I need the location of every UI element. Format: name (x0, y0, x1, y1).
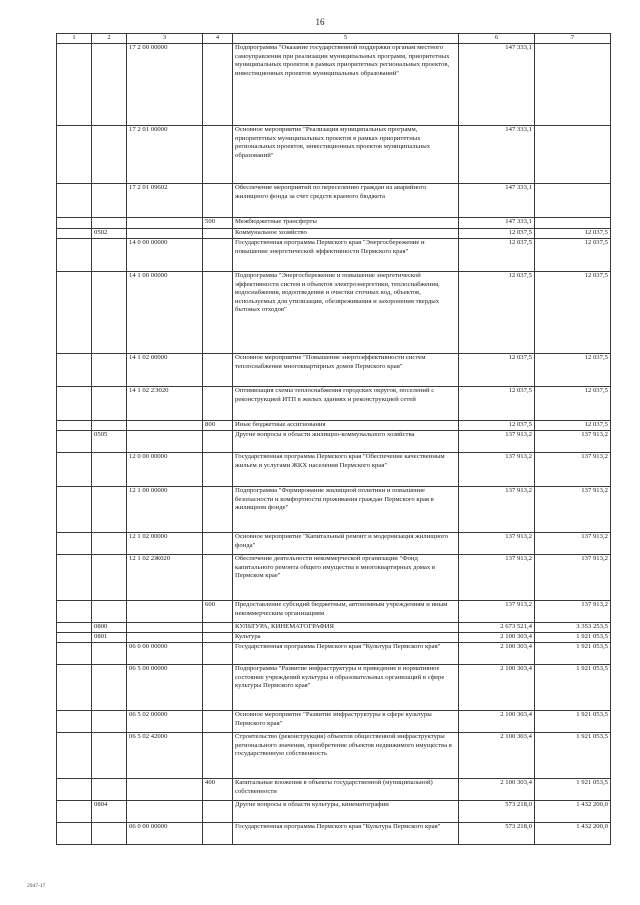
cell-description: Культура (233, 633, 459, 643)
cell-description: Государственная программа Пермского края "Обеспечение качественным жильем и услугами ЖКХ населения Пермского края" (233, 453, 459, 487)
cell-description: Иные бюджетные ассигнования (233, 421, 459, 431)
cell-target-code: 12 1 02 2Ж020 (127, 555, 203, 601)
cell-target-code: 06 5 02 00000 (127, 711, 203, 733)
budget-sheet (56, 33, 610, 845)
cell-amount-year2 (535, 218, 611, 229)
cell-description: Другие вопросы в области жилищно-коммунального хозяйства (233, 431, 459, 453)
cell-amount-year1: 12 037,5 (459, 272, 535, 354)
cell-amount-year1: 137 913,2 (459, 555, 535, 601)
cell-target-code (127, 421, 203, 431)
cell-target-code: 14 1 00 00000 (127, 272, 203, 354)
cell-target-code: 06 5 02 42000 (127, 733, 203, 779)
cell-row-number (57, 229, 92, 239)
cell-section-code (92, 272, 127, 354)
cell-section-code: 0800 (92, 623, 127, 633)
cell-amount-year2: 1 921 053,5 (535, 633, 611, 643)
cell-description: Основное мероприятие "Повышение энергоэффективности систем теплоснабжения многоквартирных домов Пермского края" (233, 354, 459, 387)
cell-target-code: 14 1 02 2Э020 (127, 387, 203, 421)
cell-row-number (57, 218, 92, 229)
cell-target-code (127, 779, 203, 801)
cell-amount-year2: 1 432 200,0 (535, 823, 611, 845)
cell-amount-year2: 1 432 200,0 (535, 801, 611, 823)
table-row (57, 431, 611, 453)
cell-amount-year2: 1 921 053,5 (535, 779, 611, 801)
cell-target-code: 12 0 00 00000 (127, 453, 203, 487)
cell-amount-year2: 137 913,2 (535, 487, 611, 533)
cell-target-code: 12 1 00 00000 (127, 487, 203, 533)
cell-amount-year1: 2 100 303,4 (459, 633, 535, 643)
cell-expense-type: 400 (203, 779, 233, 801)
table-row (57, 643, 611, 665)
cell-description: Государственная программа Пермского края "Культура Пермского края" (233, 643, 459, 665)
cell-description: Подпрограмма "Развитие инфраструктуры и приведение в нормативное состояние учреждений культуры и образовательных организаций в сфере культуры Пермского края" (233, 665, 459, 711)
cell-expense-type (203, 665, 233, 711)
cell-section-code (92, 533, 127, 555)
cell-description: Подпрограмма "Энергосбережение и повышение энергетической эффективности систем и объектов электроэнергетики, теплоснабжения, водоснабжения, водоотведения и очистки сточных вод, объектов, используемых для утилизации, обезвреживания и захоронения твердых бытовых отходов" (233, 272, 459, 354)
table-row (57, 801, 611, 823)
cell-section-code (92, 779, 127, 801)
column-number-header (57, 34, 611, 44)
cell-section-code (92, 643, 127, 665)
table-row (57, 665, 611, 711)
cell-amount-year1: 2 100 303,4 (459, 733, 535, 779)
cell-amount-year2: 1 921 053,5 (535, 733, 611, 779)
cell-target-code (127, 229, 203, 239)
cell-expense-type (203, 184, 233, 218)
budget-table (56, 33, 611, 845)
table-row (57, 272, 611, 354)
cell-section-code: 0502 (92, 229, 127, 239)
cell-amount-year1: 573 218,0 (459, 801, 535, 823)
cell-expense-type: 800 (203, 421, 233, 431)
cell-row-number (57, 643, 92, 665)
cell-description: Обеспечение мероприятий по переселению граждан из аварийного жилищного фонда за счет средств краевого бюджета (233, 184, 459, 218)
cell-amount-year1: 147 333,1 (459, 184, 535, 218)
column-header: 5 (233, 34, 459, 44)
cell-amount-year2 (535, 184, 611, 218)
cell-description: КУЛЬТУРА, КИНЕМАТОГРАФИЯ (233, 623, 459, 633)
page-number: 16 (315, 17, 325, 27)
cell-amount-year2: 137 913,2 (535, 555, 611, 601)
cell-amount-year1: 2 100 303,4 (459, 665, 535, 711)
cell-expense-type (203, 623, 233, 633)
cell-row-number (57, 601, 92, 623)
table-row (57, 126, 611, 184)
table-row (57, 601, 611, 623)
cell-section-code (92, 555, 127, 601)
cell-target-code (127, 431, 203, 453)
cell-amount-year1: 137 913,2 (459, 487, 535, 533)
cell-amount-year2: 137 913,2 (535, 601, 611, 623)
cell-section-code: 0505 (92, 431, 127, 453)
cell-expense-type (203, 823, 233, 845)
cell-target-code (127, 601, 203, 623)
cell-target-code: 14 1 02 00000 (127, 354, 203, 387)
cell-amount-year1: 137 913,2 (459, 533, 535, 555)
cell-expense-type (203, 431, 233, 453)
cell-expense-type: 500 (203, 218, 233, 229)
cell-expense-type (203, 633, 233, 643)
cell-target-code: 12 1 02 00000 (127, 533, 203, 555)
table-row (57, 184, 611, 218)
cell-target-code: 17 2 00 00000 (127, 44, 203, 126)
cell-amount-year1: 137 913,2 (459, 453, 535, 487)
cell-description: Предоставление субсидий бюджетным, автономным учреждениям и иным некоммерческим организациям (233, 601, 459, 623)
cell-section-code (92, 184, 127, 218)
cell-row-number (57, 387, 92, 421)
cell-section-code (92, 387, 127, 421)
cell-row-number (57, 431, 92, 453)
cell-description: Подпрограмма "Оказание государственной поддержки органам местного самоуправления при реализации муниципальных программ, приоритетных муниципальных проектов в рамках приоритетных региональных проектов, инвестиционных проектов муниципальных образований" (233, 44, 459, 126)
cell-expense-type (203, 272, 233, 354)
table-row (57, 354, 611, 387)
cell-row-number (57, 239, 92, 272)
cell-description: Подпрограмма "Формирование жилищной политики и повышение безопасности и комфортности проживания граждан Пермского края в жилищном фонде" (233, 487, 459, 533)
cell-section-code (92, 126, 127, 184)
cell-amount-year2: 1 921 053,5 (535, 665, 611, 711)
cell-amount-year1: 2 673 521,4 (459, 623, 535, 633)
cell-description: Другие вопросы в области культуры, кинематографии (233, 801, 459, 823)
cell-target-code: 06 0 00 00000 (127, 823, 203, 845)
cell-row-number (57, 779, 92, 801)
cell-section-code (92, 354, 127, 387)
cell-row-number (57, 801, 92, 823)
cell-target-code (127, 801, 203, 823)
cell-row-number (57, 487, 92, 533)
cell-expense-type (203, 801, 233, 823)
cell-amount-year2: 12 037,5 (535, 354, 611, 387)
table-row (57, 421, 611, 431)
cell-description: Государственная программа Пермского края "Культура Пермского края" (233, 823, 459, 845)
cell-amount-year1: 137 913,2 (459, 601, 535, 623)
table-row (57, 633, 611, 643)
table-row (57, 555, 611, 601)
table-row (57, 44, 611, 126)
cell-row-number (57, 623, 92, 633)
table-row (57, 229, 611, 239)
cell-row-number (57, 533, 92, 555)
table-row (57, 218, 611, 229)
cell-section-code (92, 421, 127, 431)
cell-section-code: 0804 (92, 801, 127, 823)
cell-amount-year1: 2 100 303,4 (459, 643, 535, 665)
table-row (57, 387, 611, 421)
cell-row-number (57, 44, 92, 126)
cell-expense-type (203, 239, 233, 272)
cell-expense-type (203, 354, 233, 387)
column-header: 1 (57, 34, 92, 44)
cell-expense-type (203, 733, 233, 779)
cell-target-code: 17 2 01 00000 (127, 126, 203, 184)
cell-row-number (57, 665, 92, 711)
cell-amount-year1: 12 037,5 (459, 239, 535, 272)
cell-amount-year1: 12 037,5 (459, 354, 535, 387)
cell-section-code (92, 453, 127, 487)
cell-target-code: 14 0 00 00000 (127, 239, 203, 272)
table-row (57, 623, 611, 633)
cell-amount-year2: 12 037,5 (535, 272, 611, 354)
document-code: 2947-17 (27, 883, 46, 889)
cell-amount-year2 (535, 44, 611, 126)
table-row (57, 487, 611, 533)
cell-expense-type (203, 711, 233, 733)
cell-amount-year2: 12 037,5 (535, 421, 611, 431)
cell-row-number (57, 555, 92, 601)
cell-section-code (92, 44, 127, 126)
cell-target-code (127, 623, 203, 633)
cell-amount-year2: 3 353 253,5 (535, 623, 611, 633)
cell-description: Основное мероприятие "Развитие инфраструктуры в сфере культуры Пермского края" (233, 711, 459, 733)
cell-description: Государственная программа Пермского края "Энергосбережение и повышение энергетической эффективности Пермского края" (233, 239, 459, 272)
cell-description: Коммунальное хозяйство (233, 229, 459, 239)
table-row (57, 453, 611, 487)
cell-row-number (57, 823, 92, 845)
cell-amount-year2: 137 913,2 (535, 533, 611, 555)
cell-target-code: 17 2 01 09602 (127, 184, 203, 218)
column-header: 4 (203, 34, 233, 44)
cell-expense-type (203, 387, 233, 421)
table-row (57, 533, 611, 555)
cell-section-code (92, 733, 127, 779)
table-row (57, 733, 611, 779)
cell-amount-year2: 12 037,5 (535, 387, 611, 421)
table-row (57, 239, 611, 272)
cell-section-code (92, 823, 127, 845)
cell-expense-type (203, 453, 233, 487)
cell-amount-year2: 12 037,5 (535, 229, 611, 239)
cell-row-number (57, 126, 92, 184)
cell-amount-year2: 137 913,2 (535, 431, 611, 453)
cell-row-number (57, 711, 92, 733)
table-row (57, 779, 611, 801)
cell-amount-year1: 573 218,0 (459, 823, 535, 845)
cell-row-number (57, 184, 92, 218)
cell-amount-year1: 12 037,5 (459, 387, 535, 421)
cell-section-code (92, 218, 127, 229)
cell-row-number (57, 453, 92, 487)
cell-amount-year2: 12 037,5 (535, 239, 611, 272)
cell-description: Строительство (реконструкция) объектов общественной инфраструктуры регионального значения, приобретение объектов недвижимого имущества в государственную собственность (233, 733, 459, 779)
cell-amount-year2: 1 921 053,5 (535, 711, 611, 733)
column-header: 7 (535, 34, 611, 44)
cell-section-code (92, 487, 127, 533)
cell-section-code: 0801 (92, 633, 127, 643)
cell-row-number (57, 733, 92, 779)
cell-amount-year2: 137 913,2 (535, 453, 611, 487)
cell-expense-type: 600 (203, 601, 233, 623)
cell-amount-year1: 137 913,2 (459, 431, 535, 453)
cell-amount-year2 (535, 126, 611, 184)
cell-expense-type (203, 555, 233, 601)
cell-amount-year1: 147 333,1 (459, 126, 535, 184)
cell-target-code: 06 0 00 00000 (127, 643, 203, 665)
cell-target-code (127, 218, 203, 229)
cell-amount-year1: 147 333,1 (459, 44, 535, 126)
cell-section-code (92, 601, 127, 623)
cell-description: Обеспечение деятельности некоммерческой организации "Фонд капитального ремонта общего имущества в многоквартирных домах в Пермском крае" (233, 555, 459, 601)
cell-description: Оптимизация схемы теплоснабжения городских округов, поселений с реконструкцией ИТП в жилых зданиях и реконструкцией сетей (233, 387, 459, 421)
cell-row-number (57, 272, 92, 354)
column-header: 2 (92, 34, 127, 44)
cell-description: Основное мероприятие "Реализация муниципальных программ, приоритетных муниципальных проектов в рамках приоритетных региональных проектов, инвестиционных проектов муниципальных образований" (233, 126, 459, 184)
cell-row-number (57, 633, 92, 643)
cell-amount-year2: 1 921 053,5 (535, 643, 611, 665)
cell-expense-type (203, 229, 233, 239)
cell-amount-year1: 12 037,5 (459, 229, 535, 239)
cell-amount-year1: 12 037,5 (459, 421, 535, 431)
cell-section-code (92, 711, 127, 733)
cell-section-code (92, 665, 127, 711)
cell-target-code: 06 5 00 00000 (127, 665, 203, 711)
table-row (57, 711, 611, 733)
column-header: 3 (127, 34, 203, 44)
cell-description: Межбюджетные трансферты (233, 218, 459, 229)
cell-row-number (57, 354, 92, 387)
cell-expense-type (203, 487, 233, 533)
cell-expense-type (203, 643, 233, 665)
cell-description: Основное мероприятие "Капитальный ремонт и модернизация жилищного фонда" (233, 533, 459, 555)
cell-amount-year1: 2 100 303,4 (459, 711, 535, 733)
cell-expense-type (203, 126, 233, 184)
cell-description: Капитальные вложения в объекты государственной (муниципальной) собственности (233, 779, 459, 801)
cell-expense-type (203, 44, 233, 126)
table-row (57, 823, 611, 845)
column-header: 6 (459, 34, 535, 44)
cell-amount-year1: 2 100 303,4 (459, 779, 535, 801)
cell-expense-type (203, 533, 233, 555)
cell-amount-year1: 147 333,1 (459, 218, 535, 229)
cell-section-code (92, 239, 127, 272)
cell-row-number (57, 421, 92, 431)
cell-target-code (127, 633, 203, 643)
